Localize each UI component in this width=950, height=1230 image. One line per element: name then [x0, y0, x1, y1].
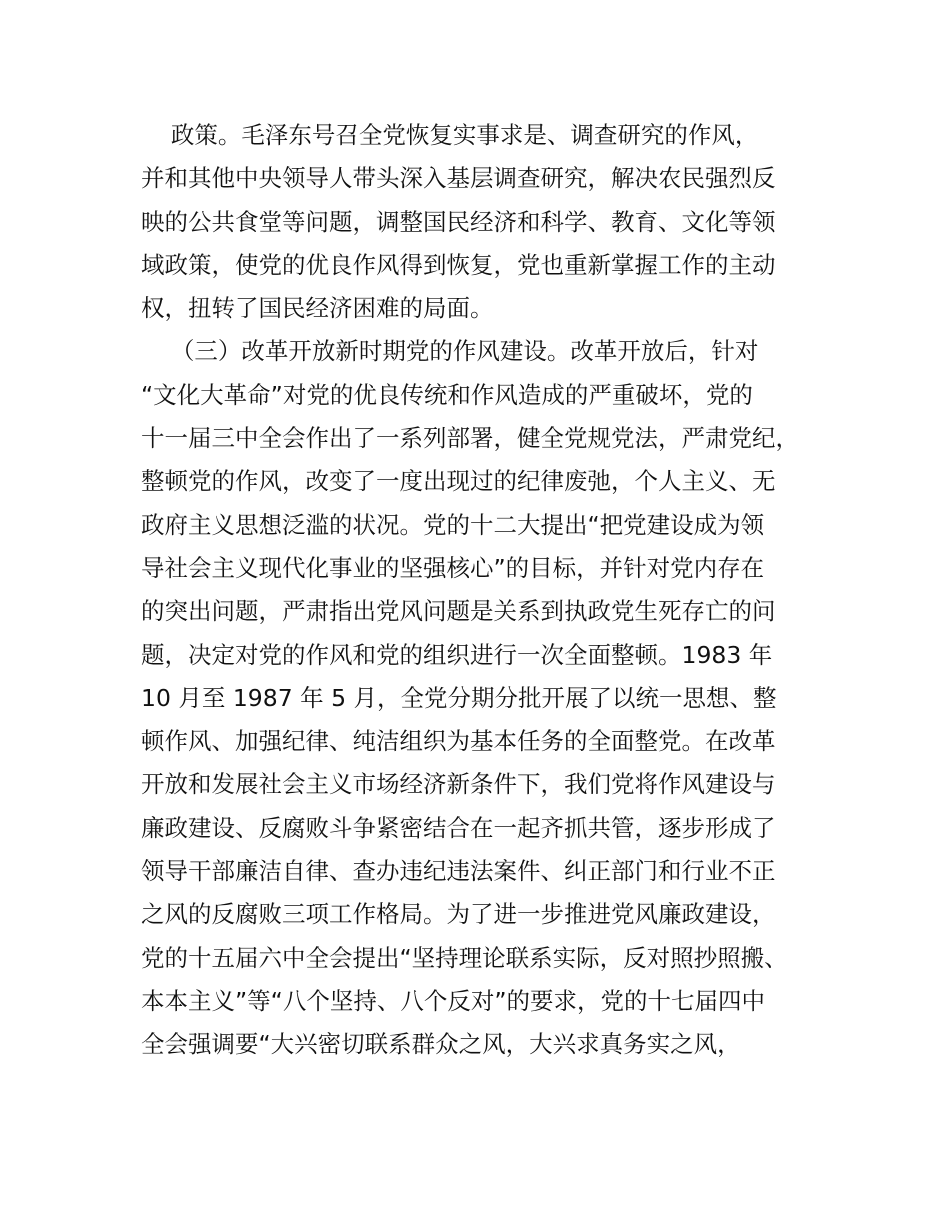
text-line-12: 的突出问题，严肃指出党风问题是关系到执政党生死存亡的问	[141, 597, 776, 626]
text-line-19: 之风的反腐败三项工作格局。为了进一步推进党风廉政建设，	[141, 900, 776, 929]
text-line-22: 全会强调要“大兴密切联系群众之风，大兴求真务实之风，	[141, 1030, 741, 1059]
text-line-16: 开放和发展社会主义市场经济新条件下，我们党将作风建设与	[141, 770, 776, 799]
body-text	[141, 114, 841, 1067]
text-line-4: 域政策，使党的优良作风得到恢复，党也重新掌握工作的主动	[141, 250, 776, 279]
text-line-2: 并和其他中央领导人带头深入基层调查研究，解决农民强烈反	[141, 164, 776, 193]
text-line-10: 政府主义思想泛滥的状况。党的十二大提出“把党建设成为领	[141, 510, 765, 539]
text-line-6: （三）改革开放新时期党的作风建设。改革开放后，针对	[141, 337, 759, 366]
text-line-13: 题，决定对党的作风和党的组织进行一次全面整顿。1983 年	[141, 640, 773, 669]
text-line-21: 本本主义”等“八个坚持、八个反对”的要求，党的十七届四中	[141, 986, 766, 1015]
text-line-14: 10 月至 1987 年 5 月，全党分期分批开展了以统一思想、整	[141, 683, 777, 712]
text-line-18: 领导干部廉洁自律、查办违纪违法案件、纠正部门和行业不正	[141, 857, 776, 886]
text-line-8: 十一届三中全会作出了一系列部署，健全党规党法，严肃党纪，	[141, 424, 799, 453]
text-line-9: 整顿党的作风，改变了一度出现过的纪律废弛，个人主义、无	[141, 467, 776, 496]
text-line-17: 廉政建设、反腐败斗争紧密结合在一起齐抓共管，逐步形成了	[141, 813, 776, 842]
text-line-3: 映的公共食堂等问题，调整国民经济和科学、教育、文化等领	[141, 207, 776, 236]
text-line-11: 导社会主义现代化事业的坚强核心”的目标，并针对党内存在	[141, 553, 765, 582]
text-line-15: 顿作风、加强纪律、纯洁组织为基本任务的全面整党。在改革	[141, 727, 776, 756]
text-line-1: 政策。毛泽东号召全党恢复实事求是、调查研究的作风，	[141, 121, 759, 149]
text-line-20: 党的十五届六中全会提出“坚持理论联系实际，反对照抄照搬、	[141, 943, 788, 972]
text-line-7: “文化大革命”对党的优良传统和作风造成的严重破坏，党的	[141, 380, 753, 409]
text-line-5: 权，扭转了国民经济困难的局面。	[141, 294, 494, 323]
